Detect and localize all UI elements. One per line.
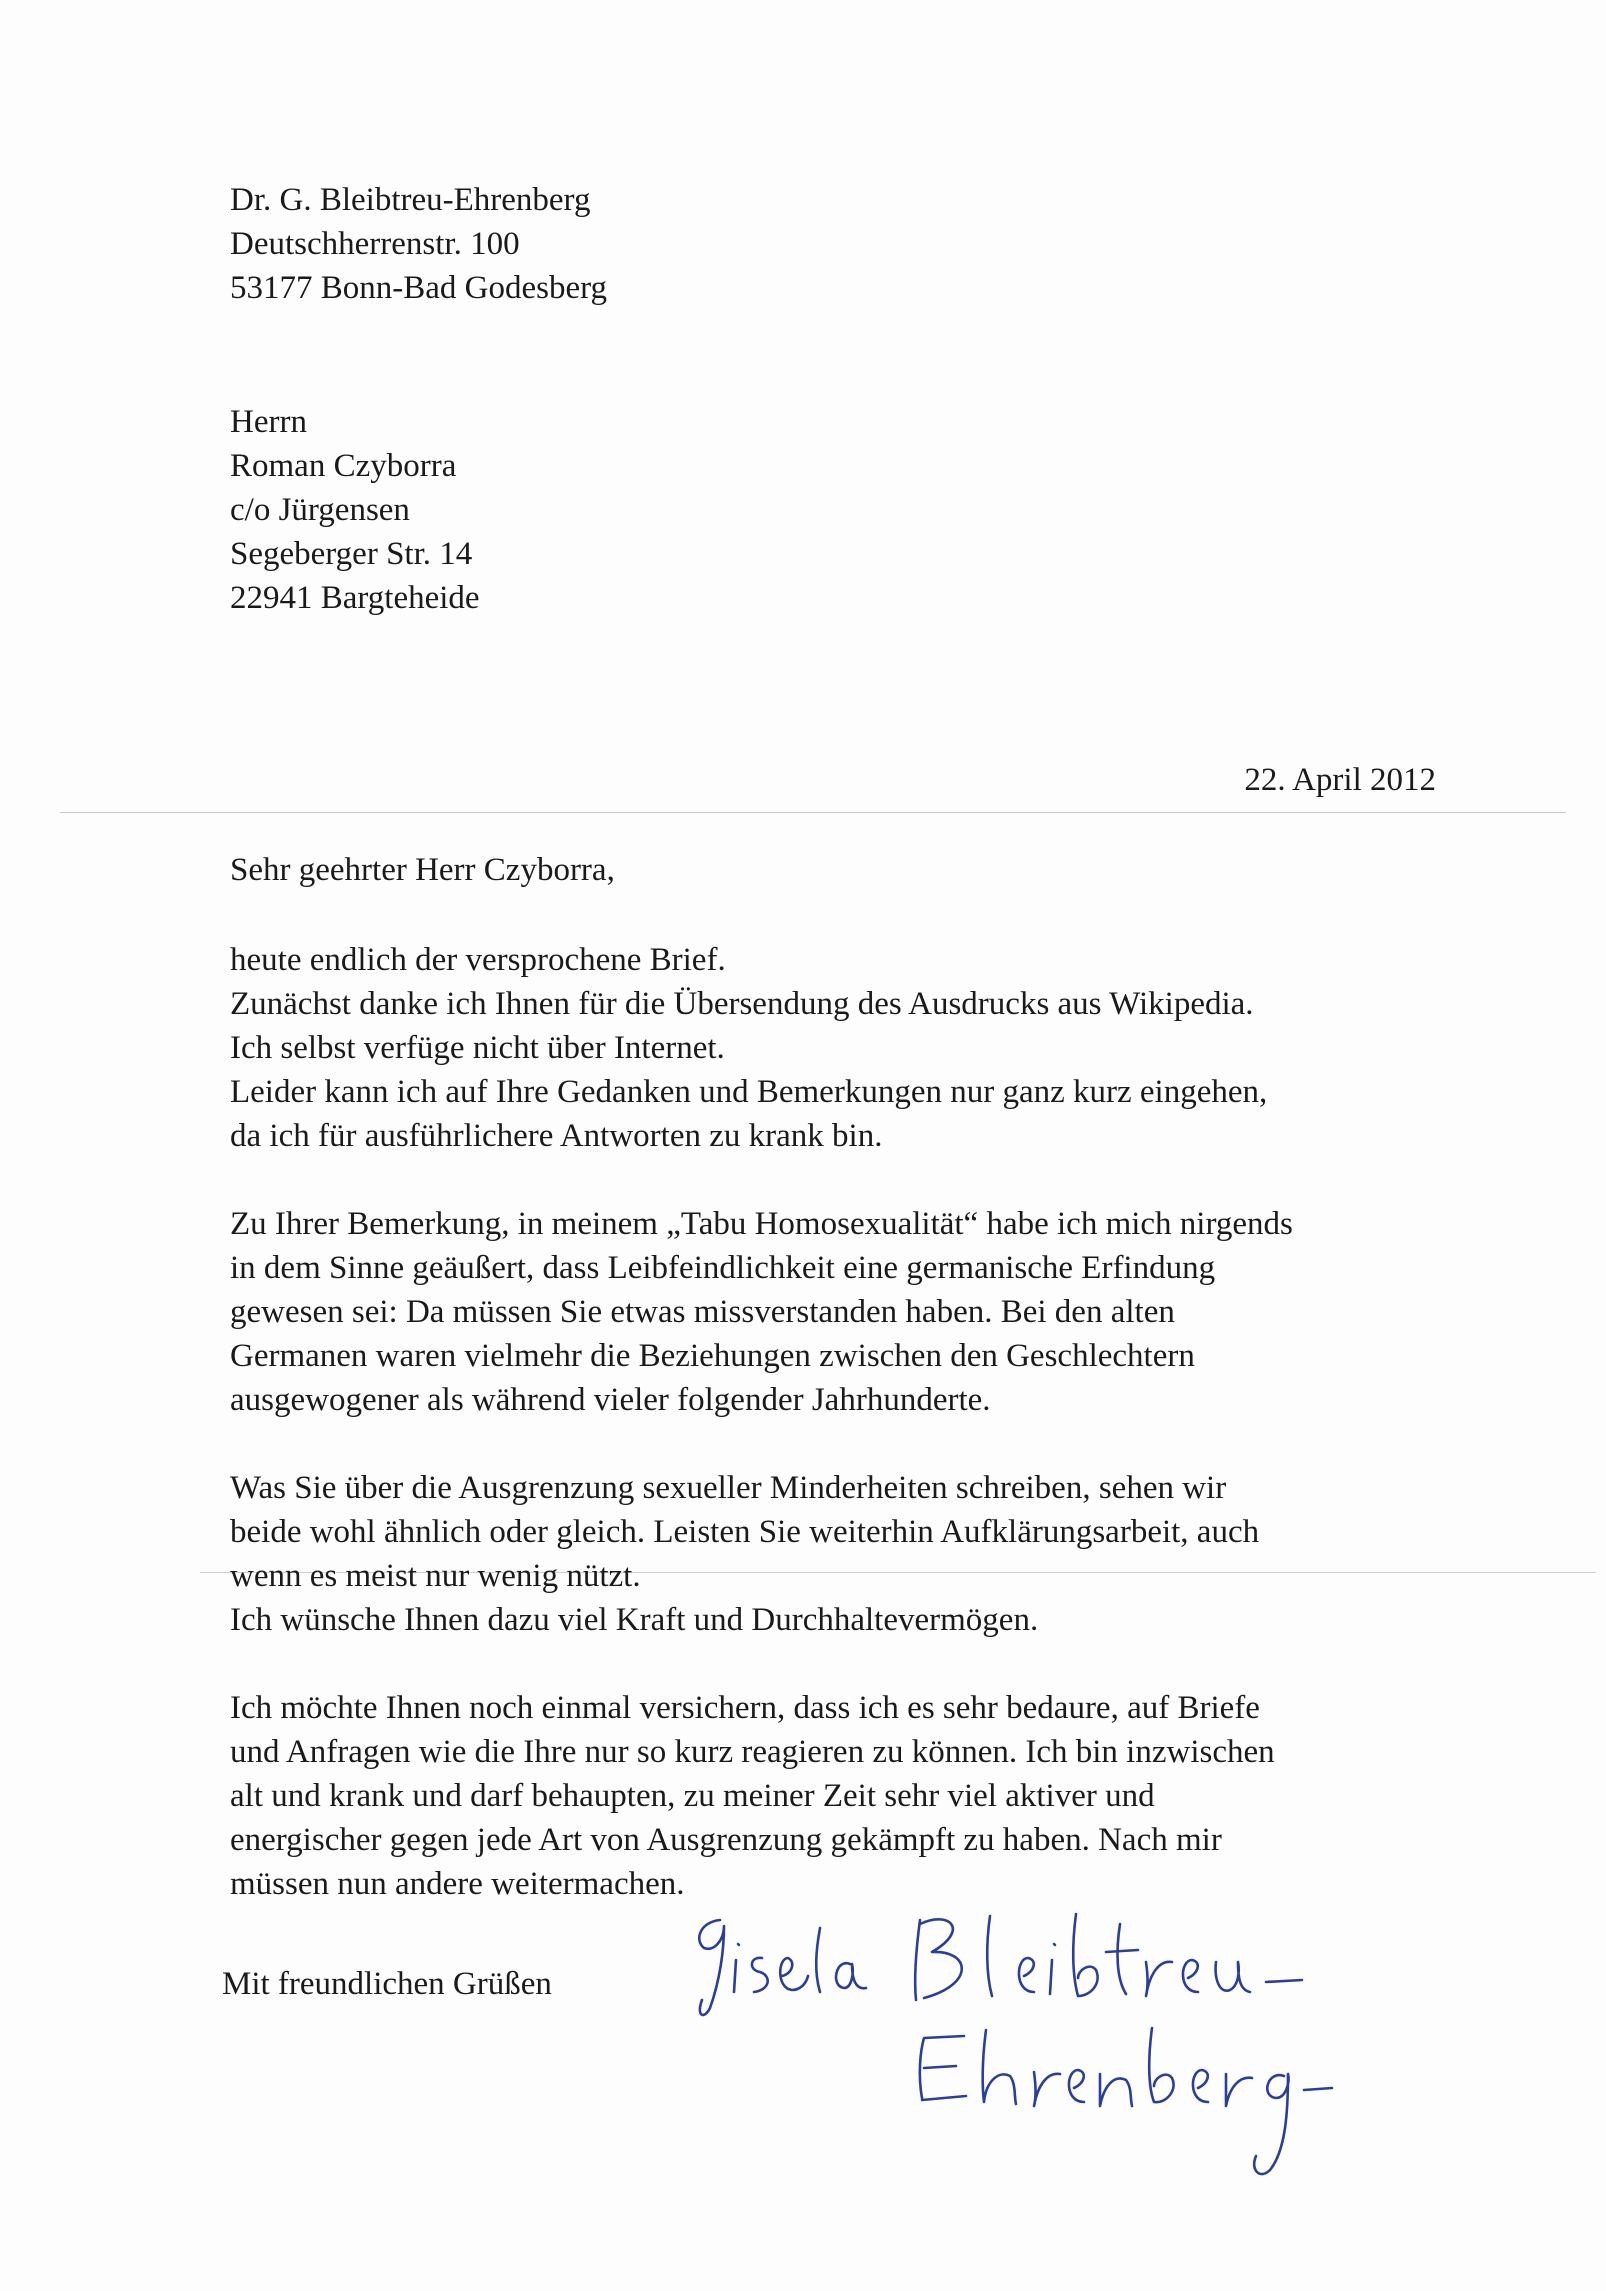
sender-street: Deutschherrenstr. 100: [230, 226, 520, 262]
paragraph: [230, 1686, 1530, 1906]
body-line: beide wohl ähnlich oder gleich. Leisten Sie weiterhin Aufklärungsarbeit, auch: [230, 1514, 1260, 1550]
body-line: Zu Ihrer Bemerkung, in meinem „Tabu Homosexualität“ habe ich mich nirgends: [230, 1206, 1293, 1242]
body-line: gewesen sei: Da müssen Sie etwas missverstanden haben. Bei den alten: [230, 1294, 1175, 1330]
body-line: ausgewogener als während vieler folgender Jahrhunderte.: [230, 1382, 991, 1418]
letter-date: 22. April 2012: [1244, 762, 1436, 798]
body-line: heute endlich der versprochene Brief.: [230, 942, 726, 978]
body-line: Ich möchte Ihnen noch einmal versichern, dass ich es sehr bedaure, auf Briefe: [230, 1690, 1260, 1726]
body-line: energischer gegen jede Art von Ausgrenzung gekämpft zu haben. Nach mir: [230, 1822, 1222, 1858]
recipient-salutation: Herrn: [230, 404, 307, 440]
body-line: Was Sie über die Ausgrenzung sexueller Minderheiten schreiben, sehen wir: [230, 1470, 1227, 1506]
body-line: in dem Sinne geäußert, dass Leibfeindlichkeit eine germanische Erfindung: [230, 1250, 1216, 1286]
handwritten-signature: [680, 1900, 1380, 2240]
paper-fold-line: [60, 812, 1566, 813]
sender-address: [230, 178, 607, 310]
body-line: und Anfragen wie die Ihre nur so kurz reagieren zu können. Ich bin inzwischen: [230, 1734, 1275, 1770]
letter-closing: Mit freundlichen Grüßen: [222, 1966, 552, 2002]
recipient-address: [230, 400, 480, 620]
body-line: Leider kann ich auf Ihre Gedanken und Bemerkungen nur ganz kurz eingehen,: [230, 1074, 1268, 1110]
recipient-care-of: c/o Jürgensen: [230, 492, 410, 528]
body-line: Zunächst danke ich Ihnen für die Übersendung des Ausdrucks aus Wikipedia.: [230, 986, 1254, 1022]
body-line: da ich für ausführlichere Antworten zu krank bin.: [230, 1118, 883, 1154]
paragraph: [230, 1202, 1530, 1422]
paragraph: [230, 1466, 1530, 1642]
sender-city: 53177 Bonn-Bad Godesberg: [230, 270, 608, 306]
recipient-name: Roman Czyborra: [230, 448, 457, 484]
body-line: Ich wünsche Ihnen dazu viel Kraft und Durchhaltevermögen.: [230, 1602, 1039, 1638]
recipient-street: Segeberger Str. 14: [230, 536, 473, 572]
letter-body: [230, 938, 1530, 1950]
paragraph: [230, 938, 1530, 1158]
letter-salutation: Sehr geehrter Herr Czyborra,: [230, 852, 615, 888]
body-line: wenn es meist nur wenig nützt.: [230, 1558, 641, 1594]
body-line: alt und krank und darf behaupten, zu meiner Zeit sehr viel aktiver und: [230, 1778, 1155, 1814]
body-line: müssen nun andere weitermachen.: [230, 1866, 685, 1902]
body-line: Ich selbst verfüge nicht über Internet.: [230, 1030, 725, 1066]
sender-name: Dr. G. Bleibtreu-Ehrenberg: [230, 182, 591, 218]
recipient-city: 22941 Bargteheide: [230, 580, 480, 616]
body-line: Germanen waren vielmehr die Beziehungen zwischen den Geschlechtern: [230, 1338, 1195, 1374]
